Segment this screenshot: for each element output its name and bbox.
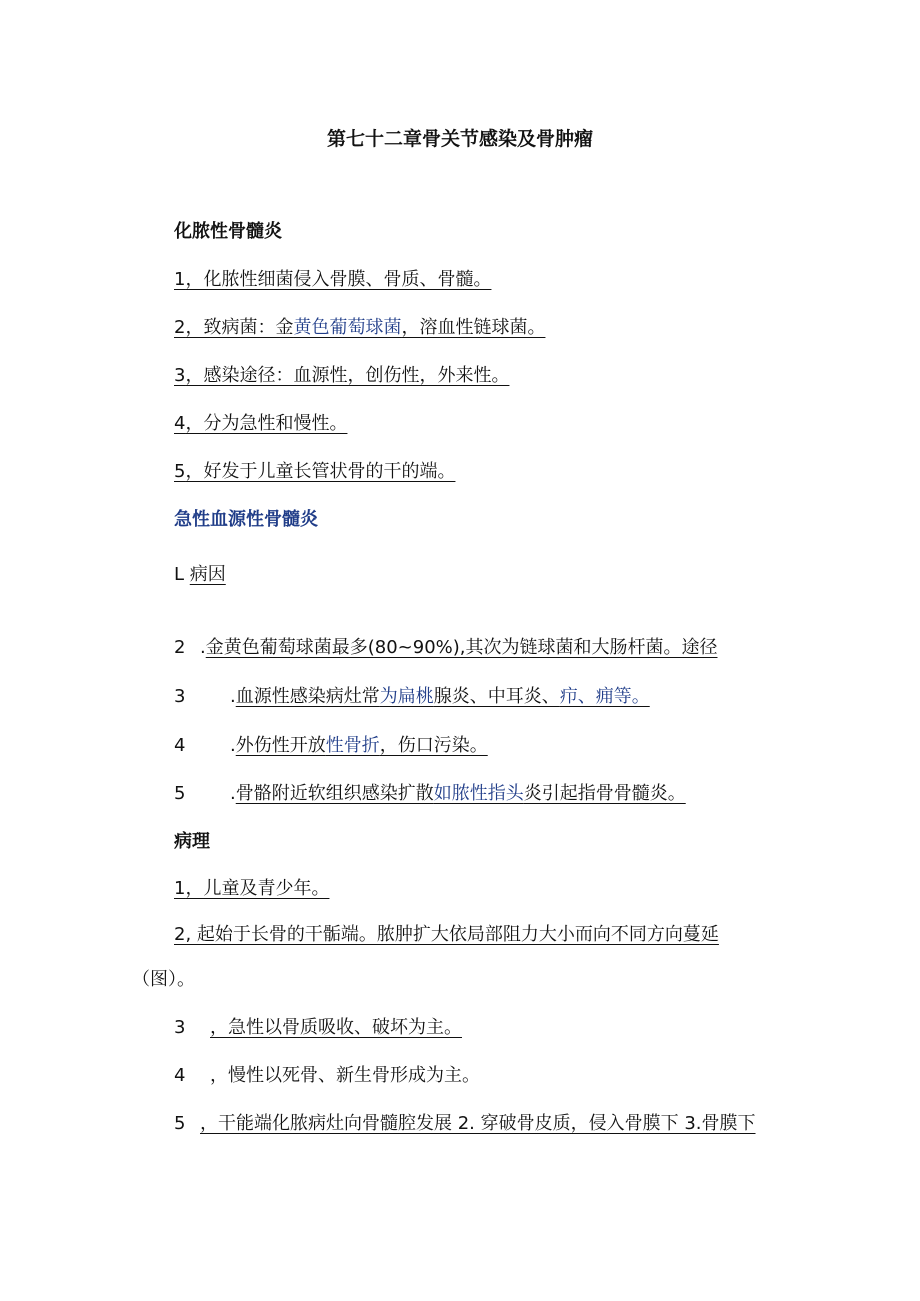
list-item-line: 2, 起始于长骨的干骺端。脓肿扩大依局部阻力大小而向不同方向蔓延 — [174, 924, 719, 945]
item-number: 4 — [174, 1065, 186, 1086]
item-number: 3 — [174, 365, 186, 386]
item-number: 4 — [174, 735, 186, 756]
list-item — [174, 877, 329, 901]
item-dot: . — [230, 735, 236, 756]
list-item — [174, 364, 509, 388]
item-dot: . — [200, 637, 206, 658]
item-text: 病因 — [189, 564, 226, 585]
item-number: 1 — [174, 269, 186, 290]
item-text: 炎引起指骨骨髓炎。 — [523, 783, 686, 804]
item-number: 1 — [174, 878, 186, 899]
item-text: ，分为急性和慢性。 — [185, 413, 348, 434]
item-text-highlight: 性骨折 — [325, 735, 380, 756]
list-item — [174, 1064, 480, 1088]
item-text: ，致病菌：金 — [185, 317, 294, 338]
item-number: 5 — [174, 783, 186, 804]
list-item — [174, 563, 226, 587]
item-number: L — [174, 564, 185, 585]
list-item — [174, 412, 347, 436]
section-heading-acute-hematogenous: 急性血源性骨髓炎 — [174, 509, 318, 530]
item-number: 2 — [174, 637, 186, 658]
list-item — [174, 685, 650, 709]
item-text: ，溶血性链球菌。 — [401, 317, 546, 338]
item-dot: . — [230, 783, 236, 804]
item-number: 3 — [174, 686, 186, 707]
item-text: ，干能端化脓病灶向骨髓腔发展 2. 穿破骨皮质，侵入骨膜下 3.骨膜下 — [200, 1113, 756, 1134]
item-number: 5 — [174, 1113, 186, 1134]
list-item-continuation: （图）。 — [132, 969, 195, 990]
item-text: ，儿童及青少年。 — [185, 878, 330, 899]
item-text-highlight: 如脓性指头 — [433, 783, 524, 804]
item-text: ，伤口污染。 — [379, 735, 488, 756]
list-item — [174, 1112, 756, 1136]
list-item — [174, 636, 718, 660]
item-text: 腺炎、中耳炎、 — [433, 686, 560, 707]
item-text: ，化脓性细菌侵入骨膜、骨质、骨髓。 — [185, 269, 492, 290]
list-item — [174, 734, 488, 758]
item-text: 骨骼附近软组织感染扩散 — [235, 783, 434, 804]
item-text-highlight: 为扁桃 — [379, 686, 434, 707]
item-text: ，好发于儿童长管状骨的干的端。 — [185, 461, 456, 482]
list-item — [174, 782, 686, 806]
list-item — [174, 460, 455, 484]
item-number: 3 — [174, 1017, 186, 1038]
section-heading-pathology: 病理 — [174, 831, 210, 852]
item-text-highlight: 黄色葡萄球菌 — [293, 317, 402, 338]
item-text: ，感染途径：血源性，创伤性，外来性。 — [185, 365, 510, 386]
item-number: 5 — [174, 461, 186, 482]
item-text: ，慢性以死骨、新生骨形成为主。 — [210, 1065, 480, 1086]
item-text: ，急性以骨质吸收、破坏为主。 — [210, 1017, 462, 1038]
item-text-highlight: 疖、痈等。 — [559, 686, 650, 707]
item-dot: . — [230, 686, 236, 707]
list-item — [174, 1016, 462, 1040]
item-number: 2 — [174, 317, 186, 338]
section-heading-pyogenic-osteomyelitis: 化脓性骨髓炎 — [174, 221, 282, 242]
item-text: 金黄色葡萄球菌最多(80~90%),其次为链球菌和大肠杆菌。途径 — [205, 637, 718, 658]
list-item — [174, 316, 545, 340]
page-title: 第七十二章骨关节感染及骨肿瘤 — [326, 128, 593, 150]
list-item — [174, 268, 491, 292]
item-text: 血源性感染病灶常 — [235, 686, 380, 707]
item-text: 外伤性开放 — [235, 735, 326, 756]
item-number: 4 — [174, 413, 186, 434]
